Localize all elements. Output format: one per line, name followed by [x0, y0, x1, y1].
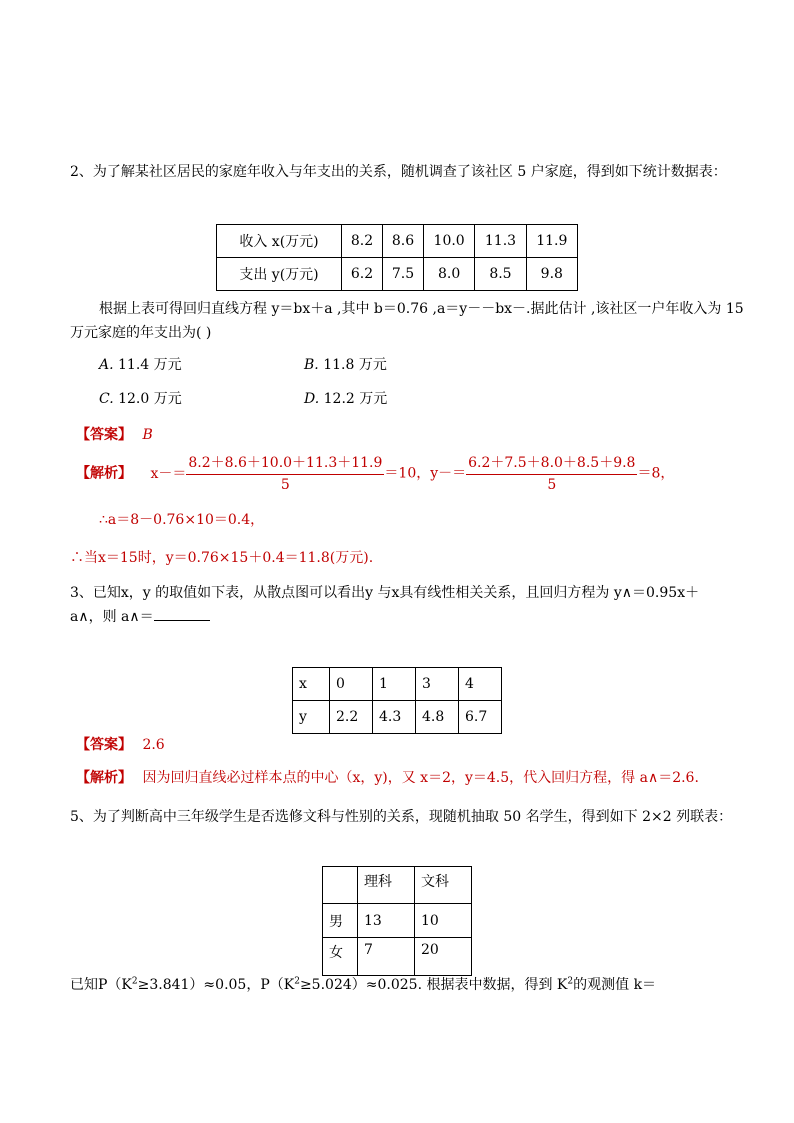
table-cell: 支出 y(万元) [217, 258, 342, 291]
q2-analysis-line2: ∴a＝8－0.76×10＝0.4， [99, 512, 265, 528]
analysis-end: ＝8， [637, 465, 675, 482]
table-row [323, 867, 472, 904]
table-cell: 20 [415, 938, 472, 976]
q2-data-table [216, 224, 578, 291]
table-row [323, 904, 472, 938]
q3-stem-line2 [70, 606, 210, 626]
table-row [217, 258, 578, 291]
table-cell: 13 [358, 904, 415, 938]
fraction-spending [466, 452, 637, 493]
q3-analysis [76, 767, 699, 787]
analysis-xbar: x－＝ [150, 465, 187, 482]
fraction-denominator: 5 [280, 477, 290, 493]
answer-label: 【答案】 [76, 737, 132, 753]
q2-option-a [99, 354, 182, 374]
q5-contingency-table [322, 866, 472, 976]
analysis-label: 【解析】 [76, 465, 132, 482]
table-header: 文科 [415, 867, 472, 904]
table-cell: 0 [330, 668, 373, 701]
table-cell: 8.5 [475, 258, 526, 291]
answer-value: B [142, 427, 153, 443]
q2-option-b [304, 354, 387, 374]
table-cell: 3 [416, 668, 459, 701]
table-cell: 8.0 [423, 258, 474, 291]
known-text: ≥5.024）≈0.025. 根据表中数据，得到 K [299, 977, 568, 993]
q2-option-d [304, 388, 387, 408]
q2-description-line1: 根据上表可得回归直线方程 y＝bx＋a ,其中 b＝0.76 ,a＝y－－bx－.据此估计 ,该社区一户年收入为 15 [99, 301, 744, 317]
q5-stem: 5、为了判断高中三年级学生是否选修文科与性别的关系，现随机抽取 50 名学生，得到如下 2×2 列联表： [70, 809, 733, 825]
fraction-numerator: 8.2＋8.6＋10.0＋11.3＋11.9 [186, 452, 384, 475]
q3-answer [76, 734, 165, 754]
table-cell: 收入 x(万元) [217, 225, 342, 258]
analysis-mid: ＝10，y－＝ [384, 465, 467, 482]
table-row [217, 225, 578, 258]
q2-analysis-line3: ∴当x＝15时，y＝0.76×15＋0.4＝11.8(万元). [70, 550, 374, 566]
q2-description-line2: 万元家庭的年支出为( ) [70, 325, 212, 341]
table-cell: 8.6 [382, 225, 423, 258]
q2-option-c [99, 388, 182, 408]
exponent: 2 [567, 976, 574, 987]
option-letter: C. [99, 391, 114, 407]
answer-blank [154, 606, 210, 621]
table-cell: 10 [415, 904, 472, 938]
table-cell: x [293, 668, 330, 701]
option-letter: A. [99, 357, 114, 373]
option-text: 11.4 万元 [113, 357, 182, 373]
q2-analysis-line1 [76, 452, 674, 493]
table-cell: 1 [373, 668, 416, 701]
q3-stem-text: a∧，则 a∧＝ [70, 609, 154, 625]
exponent: 2 [294, 976, 300, 987]
table-cell: 女 [323, 938, 358, 976]
table-row [293, 668, 502, 701]
table-cell: 7.5 [382, 258, 423, 291]
q2-answer [76, 424, 153, 444]
answer-value: 2.6 [142, 737, 165, 753]
table-cell: 4.8 [416, 701, 459, 734]
table-cell: 4 [459, 668, 502, 701]
q3-data-table [292, 667, 502, 734]
table-cell: 2.2 [330, 701, 373, 734]
q2-stem: 2、为了解某社区居民的家庭年收入与年支出的关系，随机调查了该社区 5 户家庭，得到如下统计数据表： [70, 164, 727, 180]
known-text: ≥3.841）≈0.05，P（K [137, 977, 295, 993]
table-row [293, 701, 502, 734]
table-row [323, 938, 472, 976]
analysis-text: 因为回归直线必过样本点的中心（x，y)，又 x＝2，y＝4.5，代入回归方程，得 a∧＝2.6. [142, 770, 699, 786]
table-cell: y [293, 701, 330, 734]
analysis-label: 【解析】 [76, 770, 132, 786]
option-text: 11.8 万元 [318, 357, 387, 373]
fraction-income [186, 452, 384, 493]
table-cell: 11.9 [526, 225, 577, 258]
known-text: 的观测值 k＝ [573, 977, 657, 993]
option-text: 12.2 万元 [319, 391, 388, 407]
option-text: 12.0 万元 [113, 391, 182, 407]
table-header: 理科 [358, 867, 415, 904]
q5-known-values [70, 974, 656, 994]
option-letter: B. [304, 357, 319, 373]
answer-label: 【答案】 [76, 427, 132, 443]
table-cell: 6.7 [459, 701, 502, 734]
table-cell: 10.0 [423, 225, 474, 258]
table-cell: 9.8 [526, 258, 577, 291]
option-letter: D. [304, 391, 320, 407]
fraction-denominator: 5 [547, 477, 557, 493]
table-cell: 男 [323, 904, 358, 938]
table-cell: 8.2 [342, 225, 383, 258]
known-text: 已知P（K [70, 977, 132, 993]
fraction-numerator: 6.2＋7.5＋8.0＋8.5＋9.8 [466, 452, 637, 475]
table-cell [323, 867, 358, 904]
table-cell: 4.3 [373, 701, 416, 734]
q3-stem-line1: 3、已知x，y 的取值如下表，从散点图可以看出y 与x具有线性相关关系，且回归方程为 y∧＝0.95x＋ [70, 585, 700, 601]
table-cell: 11.3 [475, 225, 526, 258]
exponent: 2 [131, 976, 138, 987]
table-cell: 6.2 [342, 258, 383, 291]
table-cell: 7 [358, 938, 415, 976]
